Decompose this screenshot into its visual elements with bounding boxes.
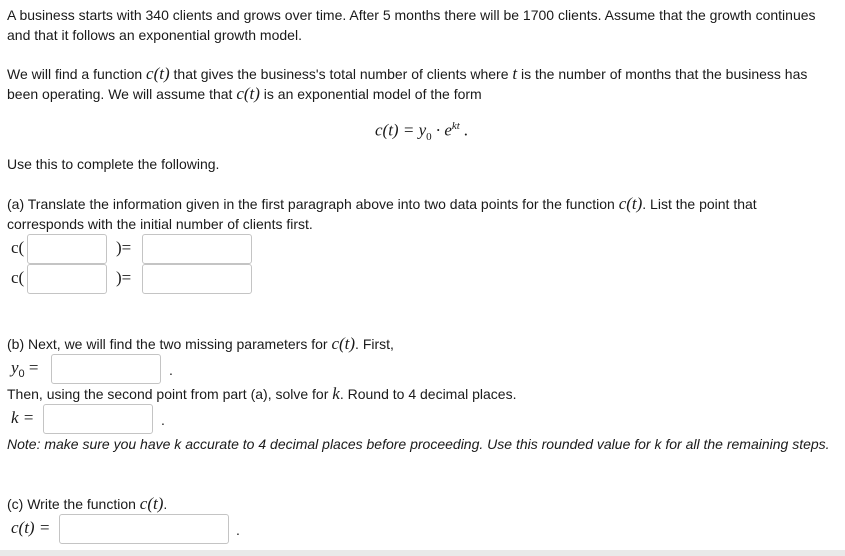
ct-period: . xyxy=(236,522,240,538)
use-this-text: Use this to complete the following. xyxy=(7,156,220,172)
function-symbol: c(t) xyxy=(236,84,260,103)
k-input[interactable] xyxy=(43,404,153,434)
setup-text: is an exponential model of the form xyxy=(259,86,482,102)
function-symbol: c(t) xyxy=(139,494,164,513)
formula-mid: · e xyxy=(431,120,452,140)
function-symbol: c(t) xyxy=(146,64,170,83)
formula-sub: 0 xyxy=(426,131,432,144)
point2-t-input[interactable] xyxy=(27,264,107,294)
part-c-intro xyxy=(7,494,167,514)
point2-close-eq: )= xyxy=(116,268,132,287)
point2-value-input[interactable] xyxy=(142,264,252,294)
variable-k: k xyxy=(332,384,340,403)
k-label: k = xyxy=(11,408,35,427)
model-formula xyxy=(375,120,468,143)
function-symbol: c(t) xyxy=(331,334,356,353)
part-a-text: . List the point that xyxy=(642,196,757,212)
y0-period: . xyxy=(169,362,173,378)
part-b-intro xyxy=(7,334,394,354)
formula-lhs: c(t) = y xyxy=(375,120,427,140)
ct-label: c(t) = xyxy=(11,518,51,537)
setup-text: been operating. We will assume that xyxy=(7,86,237,102)
point1-t-input[interactable] xyxy=(27,234,107,264)
y0-sub: 0 xyxy=(18,367,25,380)
bottom-edge xyxy=(0,550,845,556)
point2-c-open: c( xyxy=(11,268,25,287)
intro-line-2: and that it follows an exponential growth model. xyxy=(7,27,302,43)
y0-input[interactable] xyxy=(51,354,161,384)
intro-line-1: A business starts with 340 clients and grows over time. After 5 months there will be 1700 clients. Assume that the growth continues xyxy=(7,7,816,23)
setup-text: is the number of months that the business has xyxy=(517,66,808,82)
part-c-text: . xyxy=(163,496,168,512)
part-b-text: Then, using the second point from part (a), solve for xyxy=(7,386,333,402)
k-period: . xyxy=(161,412,165,428)
part-b-then xyxy=(7,384,516,404)
function-symbol: c(t) xyxy=(618,194,643,213)
y0-symbol: y xyxy=(11,358,19,377)
point1-c-open: c( xyxy=(11,238,25,257)
setup-line-2 xyxy=(7,84,482,104)
part-b-text: . First, xyxy=(355,336,394,352)
setup-text: that gives the business's total number of clients where xyxy=(169,66,513,82)
part-c-text: (c) Write the function xyxy=(7,496,140,512)
formula-exp: kt xyxy=(451,120,460,132)
variable-t: t xyxy=(512,64,518,83)
setup-text: We will find a function xyxy=(7,66,147,82)
note-text: Note: make sure you have k accurate to 4 decimal places before proceeding. Use this rounded value for k for all the remaining steps. xyxy=(7,436,830,452)
formula-end: . xyxy=(459,120,469,140)
part-a-line-1 xyxy=(7,194,757,214)
point1-value-input[interactable] xyxy=(142,234,252,264)
y0-eq: = xyxy=(24,358,39,377)
top-clip xyxy=(0,0,845,3)
point1-close-eq: )= xyxy=(116,238,132,257)
y0-label xyxy=(11,358,39,380)
setup-line-1 xyxy=(7,64,807,84)
part-a-line-2: corresponds with the initial number of clients first. xyxy=(7,216,313,232)
part-b-text: . Round to 4 decimal places. xyxy=(339,386,517,402)
part-b-text: (b) Next, we will find the two missing parameters for xyxy=(7,336,332,352)
part-a-text: (a) Translate the information given in the first paragraph above into two data points for the function xyxy=(7,196,619,212)
ct-input[interactable] xyxy=(59,514,229,544)
